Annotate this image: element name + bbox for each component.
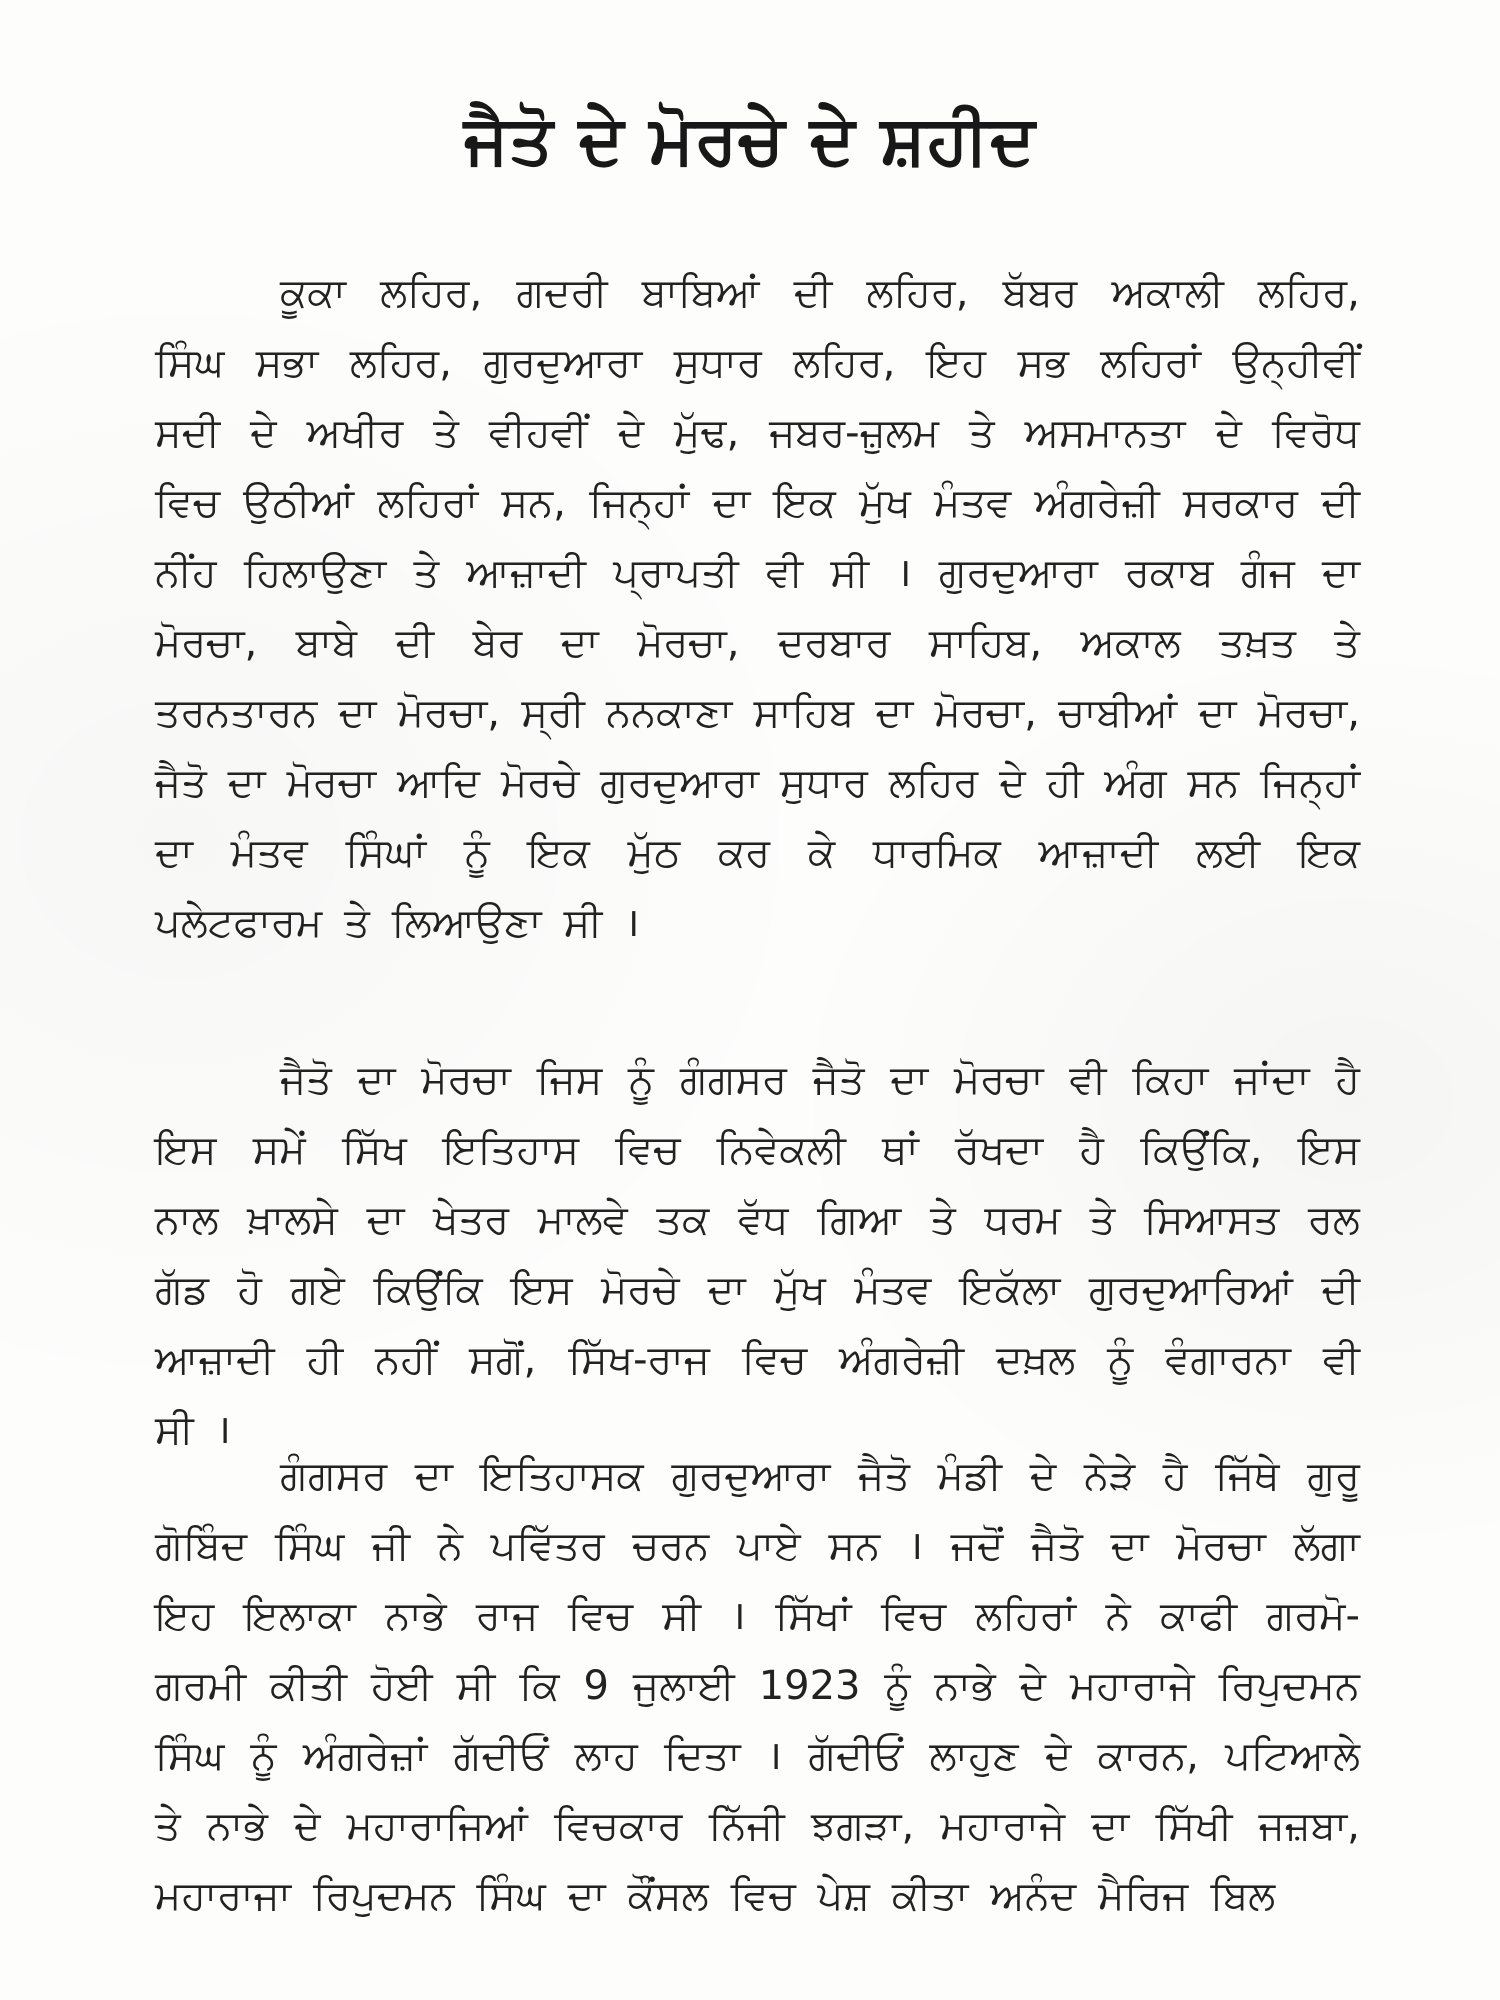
word: ਵਿਚਕਾਰ [554, 1803, 683, 1849]
word: ਦੇ [617, 410, 645, 456]
word: ਇਕ [1297, 830, 1360, 876]
word: ਪ੍ਰਾਪਤੀ [613, 550, 739, 596]
word: ਇਕੱਲਾ [959, 1267, 1061, 1313]
word: ਮੁੱਖ [774, 1267, 826, 1313]
word: ਰਾਜ [475, 1593, 539, 1639]
word: ਸਗੋਂ, [468, 1337, 537, 1383]
word: ਅੰਗ [1104, 760, 1167, 806]
word: ਕਾਫੀ [1160, 1593, 1237, 1639]
word: ਤੇ [930, 1197, 956, 1243]
word: ਸਿਆਸਤ [1143, 1197, 1280, 1243]
word: ਮਹਾਰਾਜਾ [155, 1873, 292, 1919]
word: ਜਿਸ [536, 1057, 603, 1103]
text-line [155, 258, 1360, 328]
paragraph-2 [155, 1045, 1360, 1465]
word: ਹੈ [1079, 1127, 1104, 1173]
word: । [766, 1733, 782, 1779]
word: । [624, 900, 640, 946]
word: ਦਾ [1091, 1803, 1130, 1849]
word: ਲਹਿਰ, [349, 340, 452, 386]
word: ਮੁੱਖ [859, 480, 911, 526]
word: ਦੇ [1044, 1733, 1072, 1779]
word: ਮੋਰਚਾ, [155, 620, 258, 666]
word: ਜਜ਼ਬਾ, [1258, 1803, 1360, 1849]
text-line [155, 1441, 1360, 1511]
word: ਜਿਨ੍ਹਾਂ [1260, 760, 1360, 806]
word: ਦਾ [875, 690, 914, 736]
word: ਮੋਰਚਾ, [637, 620, 740, 666]
word: ਅਨੰਦ [990, 1873, 1077, 1919]
word: ਸ੍ਰੀ [521, 690, 585, 736]
word: ਲਾਹੁਣ [929, 1733, 1019, 1779]
word: ਗੰਜ [1240, 550, 1295, 596]
word: ਨੇ [437, 1523, 463, 1569]
word: ਸਿੱਖ [341, 1127, 407, 1173]
word: ਆਜ਼ਾਦੀ [466, 550, 586, 596]
word: ਤਰਨਤਾਰਨ [155, 690, 318, 736]
word: ਮੋਰਚਾ [1176, 1523, 1266, 1569]
word: ਦਾ [560, 620, 599, 666]
word: ਕੀਤਾ [891, 1873, 969, 1919]
word: ਸਭ [1017, 340, 1069, 386]
word: ਰਲ [1307, 1197, 1360, 1243]
text-line [155, 818, 1360, 888]
word: ਨਹੀਂ [375, 1337, 437, 1383]
word: ਕਰ [717, 830, 771, 876]
word: ਲਹਿਰ, [793, 340, 896, 386]
word: ਗਰਮੋ- [1266, 1593, 1360, 1639]
word: ਤੇ [1089, 1197, 1116, 1243]
text-line [155, 1721, 1360, 1791]
word: ਆਦਿ [397, 760, 480, 806]
word: ਉਠੀਆਂ [243, 480, 355, 526]
word: ਦਾ [1198, 690, 1237, 736]
word: ਗੰਗਸਰ [679, 1057, 787, 1103]
word: ਦਾ [155, 830, 193, 876]
word: ਦਾ [1110, 1523, 1149, 1569]
word: ਵਿਚ [880, 1593, 946, 1639]
word: ਮੰਤਵ [230, 830, 308, 876]
word: ਜਬਰ-ਜ਼ੁਲਮ [769, 410, 940, 456]
word: ਸਨ [828, 1523, 881, 1569]
word: ਇਤਿਹਾਸਕ [480, 1453, 644, 1499]
word: ਇਹ [926, 340, 987, 386]
word: ਵਿਚ [730, 1873, 796, 1919]
word: ਨੂੰ [463, 830, 490, 876]
word: ਦੀ [1321, 480, 1360, 526]
word: ਇਕ [527, 830, 590, 876]
text-line [155, 1861, 1360, 1931]
word: ਮਹਾਰਾਜੇ [1069, 1663, 1195, 1709]
text-line [155, 1791, 1360, 1861]
word: ਕੌਂਸਲ [627, 1873, 709, 1919]
word: ਲਹਿਰਾਂ [975, 1593, 1077, 1639]
word: ਸਿੰਘ [274, 1523, 345, 1569]
word: ਲਹਿਰ, [866, 270, 969, 316]
text-line [155, 1185, 1360, 1255]
word: । [896, 550, 912, 596]
word: ਬੇਰ [472, 620, 523, 666]
word: ਗੋਬਿੰਦ [155, 1523, 248, 1569]
word: ਵੀ [1069, 1057, 1107, 1103]
word: ਨੂੰ [1107, 1337, 1134, 1383]
word: ਆਜ਼ਾਦੀ [1038, 830, 1159, 876]
word: 1923 [758, 1663, 861, 1709]
word: ਰਕਾਬ [1124, 550, 1214, 596]
word: ਲਿਆਉਣਾ [391, 900, 542, 946]
word: ਹੋ [237, 1267, 262, 1313]
word: ਕੇ [807, 830, 836, 876]
text-line [155, 538, 1360, 608]
word: ਲਹਿਰ, [1257, 270, 1360, 316]
word: ਸਦੀ [155, 410, 221, 456]
word: ਕਿ [519, 1663, 560, 1709]
word: ਦੇ [293, 1803, 321, 1849]
word: ਸਿੰਘ [476, 1873, 546, 1919]
word: ਸੁਧਾਰ [673, 340, 762, 386]
text-line [155, 748, 1360, 818]
word: ਚਾਬੀਆਂ [1058, 690, 1178, 736]
word: ਨਿਵੇਕਲੀ [716, 1127, 846, 1173]
word: ਦਾ [414, 1453, 453, 1499]
word: ਹੀ [1046, 760, 1084, 806]
word: ਅਕਾਲ [1080, 620, 1181, 666]
word: ਸਿੱਖ-ਰਾਜ [568, 1337, 710, 1383]
word: ਹਿਲਾਉਣਾ [243, 550, 387, 596]
word: । [215, 1407, 231, 1453]
word: ਵੀ [1322, 1337, 1360, 1383]
word: ਕਿਉਂਕਿ [373, 1267, 483, 1313]
word: ਬੱਬਰ [1002, 270, 1078, 316]
word: ਅਖੀਰ [306, 410, 404, 456]
text-line [155, 1511, 1360, 1581]
word: ਤੇ [433, 410, 459, 456]
word: ਗੰਗਸਰ [280, 1453, 388, 1499]
word: ਮੋਰਚਾ, [397, 690, 501, 736]
word: ਦਿਤਾ [664, 1733, 741, 1779]
word: ਝਗੜਾ, [810, 1803, 915, 1849]
word: ਜਦੋਂ [950, 1523, 1004, 1569]
word: ਵਿਚ [615, 1127, 681, 1173]
paragraph-3 [155, 1441, 1360, 1931]
word: ਲੱਗਾ [1293, 1523, 1360, 1569]
word: ਪਲੇਟਫਾਰਮ [155, 900, 323, 946]
word: ਮੰਡੀ [937, 1453, 1002, 1499]
word: ਮਹਾਰਾਜਿਆਂ [346, 1803, 528, 1849]
word: ਮੋਰਚਾ [421, 1057, 511, 1103]
word: ਸਨ [1187, 760, 1240, 806]
word: ਸੀ [155, 1407, 194, 1453]
word: ਗੁਰਦੁਆਰਾ [600, 760, 759, 806]
word: ਗੁਰੂ [1307, 1453, 1360, 1499]
word: ਸਿੱਖੀ [1155, 1803, 1233, 1849]
word: ਗੁਰਦੁਆਰਾ [938, 550, 1098, 596]
word: ਗਿਆ [817, 1197, 902, 1243]
word: ਗੱਦੀਓਂ [808, 1733, 904, 1779]
word: ਨੂੰ [250, 1733, 277, 1779]
word: ਵਿਰੋਧ [1271, 410, 1360, 456]
word: ਇਹ [155, 1593, 215, 1639]
word: ਗੁਰਦੁਆਰਿਆਂ [1088, 1267, 1293, 1313]
word: ਸਿੰਘ [155, 1733, 225, 1779]
word: ਅਸਮਾਨਤਾ [1024, 410, 1186, 456]
text-line [155, 468, 1360, 538]
word: ਸਾਹਿਬ [753, 690, 855, 736]
word: ਦਖ਼ਲ [996, 1337, 1076, 1383]
word: ਸਿੱਖਾਂ [775, 1593, 852, 1639]
word: ਗਦਰੀ [516, 270, 608, 316]
word: ਜੀ [371, 1523, 411, 1569]
word: ਸੀ [563, 900, 603, 946]
word: ਕਿਉਂਕਿ, [1140, 1127, 1263, 1173]
word: । [907, 1523, 924, 1569]
word: ਅਕਾਲੀ [1111, 270, 1224, 316]
word: ਸਿੰਘਾਂ [345, 830, 427, 876]
word: ਧਾਰਮਿਕ [872, 830, 1001, 876]
word: ਮੁੱਢ, [674, 410, 740, 456]
word: ਨੂੰ [884, 1663, 911, 1709]
word: ਕਿਹਾ [1132, 1057, 1209, 1103]
word: ਸਭਾ [255, 340, 319, 386]
word: ਸਿੰਘ [155, 340, 225, 386]
word: ਮੋਰਚੇ [601, 1267, 680, 1313]
text-line [155, 1255, 1360, 1325]
word: ਇਤਿਹਾਸ [443, 1127, 579, 1173]
word: ਨਨਕਾਣਾ [606, 690, 733, 736]
word: ਤੇ [344, 900, 370, 946]
word: ਅੰਗਰੇਜ਼ਾਂ [302, 1733, 428, 1779]
text-line [155, 888, 1360, 958]
word: ਲਈ [1195, 830, 1261, 876]
word: ਜੈਤੋ [155, 760, 207, 806]
word: ਬਾਬੇ [295, 620, 358, 666]
word: ਕਾਰਨ, [1097, 1733, 1199, 1779]
word: ਹੀ [306, 1337, 344, 1383]
word: ਪੇਸ਼ [817, 1873, 870, 1919]
word: ਹੋਈ [370, 1663, 433, 1709]
word: ਖੇਤਰ [433, 1197, 510, 1243]
word: ਮੋਰਚਾ, [934, 690, 1037, 736]
word: ਵੀ [766, 550, 804, 596]
word: ਤਖ਼ਤ [1219, 620, 1296, 666]
word: ਦਾ [338, 690, 377, 736]
word: ਨਾਭੇ [385, 1593, 447, 1639]
word: ਤਕ [656, 1197, 710, 1243]
word: ਜੁਲਾਈ [632, 1663, 735, 1709]
word: 9 [583, 1663, 609, 1709]
text-line [155, 678, 1360, 748]
word: ਪਵਿੱਤਰ [490, 1523, 605, 1569]
word: ਜੈਤੋ [280, 1057, 332, 1103]
word: ਤੇ [413, 550, 440, 596]
word: ਉਨ੍ਹੀਵੀਂ [1232, 340, 1360, 386]
word: ਵਿਚ [155, 480, 220, 526]
word: ਜਾਂਦਾ [1234, 1057, 1310, 1103]
word: ਨੇ [1105, 1593, 1131, 1639]
word: ਸੀ [456, 1663, 496, 1709]
word: ਦਰਬਾਰ [777, 620, 891, 666]
word: ਨੀਂਹ [155, 550, 217, 596]
text-line [155, 1581, 1360, 1651]
word: ਦੇ [250, 410, 277, 456]
word: ਦੇ [1019, 1663, 1046, 1709]
word: ਦੀ [395, 620, 435, 666]
word: ਨਾਭੇ [206, 1803, 268, 1849]
word: ਰਿਪੁਦਮਨ [313, 1873, 455, 1919]
word: ਮੋਰਚੇ [500, 760, 580, 806]
word: ਜੈਤੋ [812, 1057, 865, 1103]
word: ਵਿਚ [567, 1593, 633, 1639]
word: ਇਸ [155, 1127, 217, 1173]
page-title: ਜੈਤੋ ਦੇ ਮੋਰਚੇ ਦੇ ਸ਼ਹੀਦ [464, 101, 1036, 180]
word: ਤੇ [155, 1803, 181, 1849]
word: ਦੀ [1321, 1267, 1360, 1313]
word: ਦੇ [999, 760, 1026, 806]
word: ਨੇੜੇ [1083, 1453, 1136, 1499]
word: ਵੱਧ [738, 1197, 789, 1243]
word: ਸੁਧਾਰ [779, 760, 868, 806]
word: ਬਾਬਿਆਂ [641, 270, 760, 316]
word: ਦਾ [707, 1267, 746, 1313]
word: ਕੂਕਾ [280, 270, 346, 316]
word: ਗੁਰਦੁਆਰਾ [483, 340, 643, 386]
word: ਦੇ [1029, 1453, 1057, 1499]
word: ਹੈ [1162, 1453, 1188, 1499]
word: ਸਨ, [501, 480, 566, 526]
word: ਕੀਤੀ [270, 1663, 347, 1709]
text-line [155, 1325, 1360, 1395]
word: ਵਿਚ [741, 1337, 807, 1383]
word: ਦੀ [793, 270, 833, 316]
word: ਇਸ [1298, 1127, 1360, 1173]
word: ਦਾ [366, 1197, 405, 1243]
word: ਥਾਂ [882, 1127, 919, 1173]
word: ਨਾਲ [155, 1197, 219, 1243]
word: ਵੀਹਵੀਂ [488, 410, 588, 456]
text-line [155, 608, 1360, 678]
word: ਰੱਖਦਾ [954, 1127, 1044, 1173]
word: ਧਰਮ [984, 1197, 1061, 1243]
word: ਸਮੇਂ [252, 1127, 306, 1173]
word: ਸੀ [662, 1593, 701, 1639]
paragraph-1 [155, 258, 1360, 958]
word: ਚਰਨ [632, 1523, 710, 1569]
word: ਮਾਲਵੇ [537, 1197, 628, 1243]
word: ਵੰਗਾਰਨਾ [1165, 1337, 1291, 1383]
word: ਲਹਿਰਾਂ [1100, 340, 1201, 386]
word: ਦਾ [712, 480, 751, 526]
word: ਦਾ [567, 1873, 606, 1919]
word: ਬਿਲ [1210, 1873, 1276, 1919]
word: ਮੁੱਠ [627, 830, 681, 876]
word: ਸਾਹਿਬ, [928, 620, 1043, 666]
word: ਤੇ [1334, 620, 1360, 666]
word: ਮੋਰਚਾ [953, 1057, 1044, 1103]
word: ਲਹਿਰ, [380, 270, 483, 316]
word: ਤੇ [969, 410, 995, 456]
word: ਦਾ [1321, 550, 1360, 596]
word: ਜੈਤੋ [1031, 1523, 1083, 1569]
word: ਖ਼ਾਲਸੇ [247, 1197, 338, 1243]
word: ਮੈਰਿਜ [1098, 1873, 1189, 1919]
word: ਜਿੱਥੇ [1215, 1453, 1280, 1499]
word: ਦਾ [890, 1057, 929, 1103]
text-line [155, 1115, 1360, 1185]
word: ਮੋਰਚਾ [286, 760, 377, 806]
word: ਨਿੱਜੀ [708, 1803, 785, 1849]
word: ਲਹਿਰਾਂ [377, 480, 479, 526]
word: ਮੰਤਵ [854, 1267, 932, 1313]
word: । [730, 1593, 746, 1639]
word: ਜਿਨ੍ਹਾਂ [589, 480, 690, 526]
word: ਦੇ [1215, 410, 1242, 456]
text-line [155, 1045, 1360, 1115]
word: ਅੰਗਰੇਜ਼ੀ [1034, 480, 1160, 526]
word: ਇਲਾਕਾ [243, 1593, 356, 1639]
word: ਗੱਦੀਓਂ [453, 1733, 549, 1779]
word: ਪਟਿਆਲੇ [1225, 1733, 1360, 1779]
word: ਮੋਰਚਾ, [1257, 690, 1360, 736]
word: ਸਰਕਾਰ [1183, 480, 1298, 526]
word: ਇਸ [511, 1267, 573, 1313]
word: ਇਕ [773, 480, 836, 526]
word: ਗੱਡ [155, 1267, 209, 1313]
word: ਗੁਰਦੁਆਰਾ [671, 1453, 831, 1499]
word: ਲਾਹ [574, 1733, 638, 1779]
word: ਦਾ [227, 760, 266, 806]
word: ਜੈਤੋ [858, 1453, 910, 1499]
word: ਪਾਏ [736, 1523, 801, 1569]
text-line [155, 1651, 1360, 1721]
word: ਗਏ [290, 1267, 345, 1313]
text-line [155, 398, 1360, 468]
word: ਮਹਾਰਾਜੇ [940, 1803, 1066, 1849]
word: ਆਜ਼ਾਦੀ [155, 1337, 275, 1383]
word: ਲਹਿਰ [888, 760, 979, 806]
word: ਨੂੰ [628, 1057, 655, 1103]
word: ਨਾਭੇ [934, 1663, 996, 1709]
word: ਮੰਤਵ [934, 480, 1012, 526]
word: ਸੀ [830, 550, 870, 596]
word: ਦਾ [357, 1057, 396, 1103]
word: ਅੰਗਰੇਜ਼ੀ [838, 1337, 965, 1383]
text-line [155, 328, 1360, 398]
word: ਗਰਮੀ [155, 1663, 246, 1709]
word: ਹੈ [1335, 1057, 1360, 1103]
word: ਰਿਪੁਦਮਨ [1218, 1663, 1360, 1709]
